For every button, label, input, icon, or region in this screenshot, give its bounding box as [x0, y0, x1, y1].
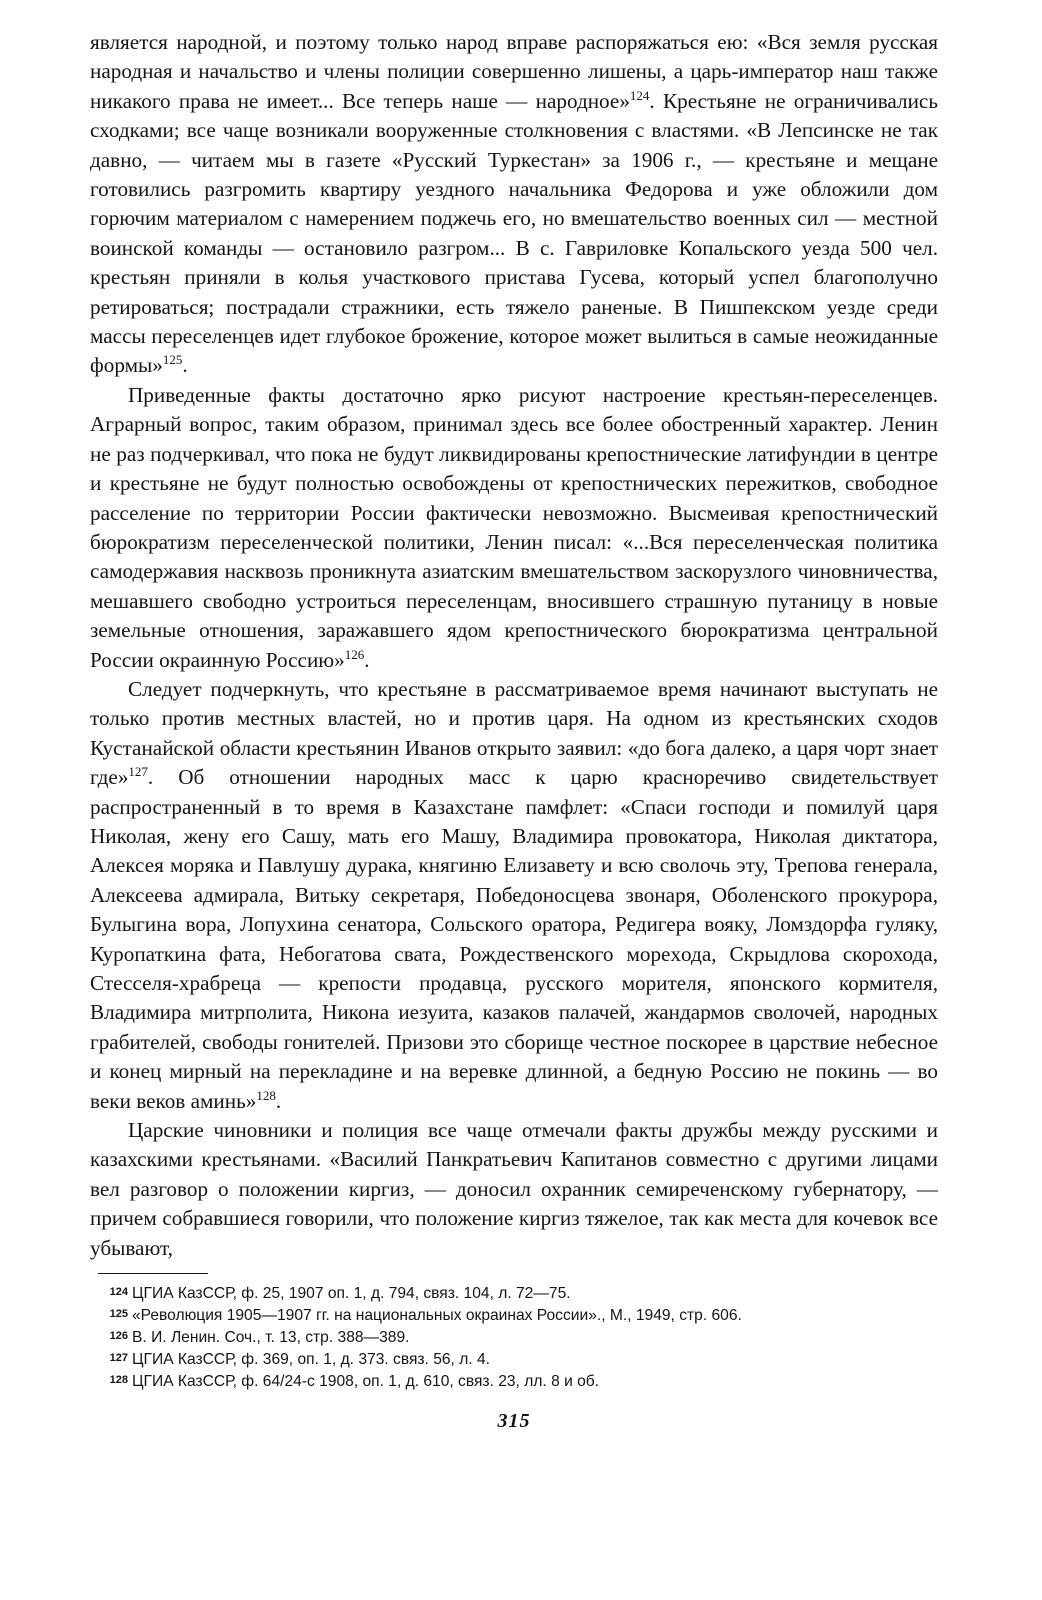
page-number: 315: [497, 1409, 531, 1432]
paragraph-3-text-b: . Об отношении народных масс к царю красноречиво свидетельствует распространенный в то время в Казахстане памфлет: «Спаси господи и помилуй царя Николая, жену его Сашу, мать его Машу, Владимира провокатора, Николая диктатора, Алексея моряка и Павлушу дурака, княгиню Елизавету и всю сволочь эту, Трепова генерала, Алексеева адмирала, Витьку секретаря, Победоносцева звонаря, Оболенского прокурора, Булыгина вора, Лопухина сенатора, Сольского оратора, Редигера вояку, Ломздорфа гуляку, Куропаткина фата, Небогатова свата, Рождественского мореxода, Скрыдлова скорохода, Стесселя-храбреца — крепости продавца, русского морителя, японского кормителя, Владимира митрполита, Никона иезуита, казаков палачей, жандармов сволочей, народных грабителей, свободы гонителей. Призови это сборище честное поскорее в царствие небесное и конец мирный на перекладине и на веревке длинной, а бедную Россию не покинь — во веки веков аминь»: [90, 765, 938, 1113]
footnote-ref-125: 125: [162, 352, 183, 368]
paragraph-4-text: Царские чиновники и полиция все чаще отмечали факты дружбы между русскими и казахскими крестьянами. «Василий Панкратьевич Капитанов совместно с другими лицами вел разговор о положении киргиз, — доносил охранник семиреченскому губернатору, — причем собравшиеся говорили, что положение киргиз тяжелое, так как места для кочевок все убывают,: [90, 1118, 938, 1260]
footnote-ref-127: 127: [128, 764, 148, 780]
paragraph-1-text-a: является народной, и поэтому только народ вправе распоряжаться ею: «Вся земля русская народная и начальство и члены полиции совершенно лишены, а царь-император наш также никакого права не имеет... Все теперь наше — народное»: [90, 30, 938, 113]
book-page: [90, 28, 938, 1433]
paragraph-1-text-c: .: [182, 353, 188, 378]
footnote-126: [90, 1326, 938, 1348]
footnote-number: 127: [109, 1351, 128, 1364]
footnote-text: «Революция 1905—1907 гг. на национальных окраинах России»., М., 1949, стр. 606.: [132, 1306, 742, 1324]
paragraph-1: [90, 28, 938, 381]
footnote-number: 124: [109, 1286, 128, 1299]
footnotes: [90, 1282, 938, 1392]
footnote-127: [90, 1348, 938, 1370]
paragraph-3: [90, 675, 938, 1116]
footnote-124: [90, 1282, 938, 1304]
paragraph-4: [90, 1116, 938, 1263]
paragraph-3-text-a: Следует подчеркнуть, что крестьяне в рассматриваемое время начинают выступать не только против местных властей, но и против царя. На одном из крестьянских сходов Кустанайской области крестьянин Иванов открыто заявил: «до бога далеко, а царя чорт знает где»: [90, 676, 938, 790]
footnote-number: 128: [109, 1373, 128, 1386]
footnote-number: 126: [109, 1329, 128, 1342]
paragraph-2-text-a: Приведенные факты достаточно ярко рисуют настроение крестьян-переселенцев. Аграрный вопрос, таким образом, принимал здесь все более обостренный характер. Ленин не раз подчеркивал, что пока не будут ликвидированы крепостнические латифундии в центре и крестьяне не будут полностью освобождены от крепостнических пережитков, свободное расселение по территории России фактически невозможно. Высмеивая крепостнический бюрократизм переселенческой политики, Ленин писал: «...Вся переселенческая политика самодержавия насквозь проникнута азиатским вмешательством заскорузлого чиновничества, мешавшего свободно устроиться переселенцам, вносившего страшную путаницу в новые земельные отношения, заражавшего ядом крепостнического бюрократизма центральной России окраинную Россию»: [90, 382, 938, 672]
footnote-ref-124: 124: [629, 88, 650, 104]
footnote-text: ЦГИА КазССР, ф. 369, оп. 1, д. 373. связ. 56, л. 4.: [132, 1350, 490, 1368]
footnote-ref-128: 128: [256, 1087, 276, 1103]
paragraph-2: [90, 381, 938, 675]
paragraph-3-text-c: .: [275, 1088, 282, 1113]
footnote-ref-126: 126: [344, 646, 365, 662]
footnote-125: [90, 1304, 938, 1326]
paragraph-1-text-b: . Крестьяне не ограничивались сходками; все чаще возникали вооруженные столкновения с властями. «В Лепсинске не так давно, — читаем мы в газете «Русский Туркестан» за 1906 г., — крестьяне и мещане готовились разгромить квартиру уездного начальника Федорова и уже обложили дом горючим материалом с намерением поджечь его, но вмешательство военных сил — местной воинской команды — остановило разгром... В с. Гавриловке Копальского уезда 500 чел. крестьян приняли в колья участкового пристава Гусева, который успел благополучно ретироваться; пострадали стражники, есть тяжело раненые. В Пишпекском уезде среди массы переселенцев идет глубокое брожение, которое может вылиться в самые неожиданные формы»: [90, 88, 938, 378]
footnote-128: [90, 1370, 938, 1392]
main-text: [90, 28, 938, 1263]
footnote-text: ЦГИА КазССР, ф. 25, 1907 оп. 1, д. 794, связ. 104, л. 72—75.: [132, 1284, 571, 1302]
footnote-text: В. И. Ленин. Соч., т. 13, стр. 388—389.: [132, 1328, 410, 1346]
footnote-number: 125: [109, 1308, 128, 1321]
footnote-divider: [98, 1273, 208, 1274]
footnote-text: ЦГИА КазССР, ф. 64/24-с 1908, оп. 1, д. 610, связ. 23, лл. 8 и об.: [132, 1372, 600, 1390]
paragraph-2-text-b: .: [364, 647, 370, 672]
